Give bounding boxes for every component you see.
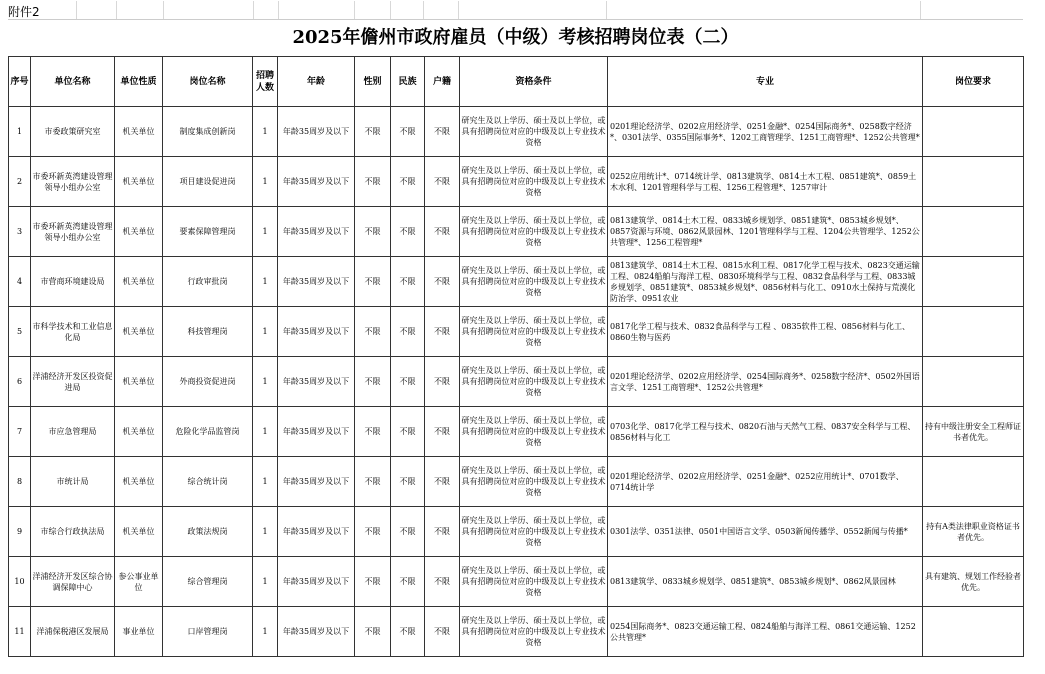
column-header: 单位名称: [31, 57, 115, 107]
unit-nature-cell: 机关单位: [115, 257, 163, 307]
qualification-cell: 研究生及以上学历、硕士及以上学位，或具有招聘岗位对应的中级及以上专业技术资格: [460, 607, 608, 657]
column-header: 性别: [355, 57, 391, 107]
major-cell: 0201理论经济学、0202应用经济学、0254国际商务*、0258数字经济*、0502外国语言文学、1251工商管理*、1252公共管理*: [608, 357, 923, 407]
hire-count-cell: 1: [253, 157, 278, 207]
attachment-label: 附件2: [8, 5, 40, 19]
unit-nature-cell: 机关单位: [115, 207, 163, 257]
row-number-cell: 11: [9, 607, 31, 657]
gender-cell: 不限: [355, 157, 391, 207]
hukou-cell: 不限: [425, 307, 460, 357]
post-requirement-cell: [923, 207, 1024, 257]
table-row: [9, 507, 1024, 557]
post-name-cell: 综合管理岗: [163, 557, 253, 607]
hire-count-cell: 1: [253, 407, 278, 457]
recruitment-table: [8, 56, 1024, 657]
post-requirement-cell: [923, 457, 1024, 507]
post-name-cell: 综合统计岗: [163, 457, 253, 507]
post-name-cell: 行政审批岗: [163, 257, 253, 307]
column-header: 年龄: [278, 57, 355, 107]
unit-nature-cell: 机关单位: [115, 307, 163, 357]
row-number-cell: 1: [9, 107, 31, 157]
gender-cell: 不限: [355, 207, 391, 257]
post-name-cell: 政策法规岗: [163, 507, 253, 557]
column-header: 序号: [9, 57, 31, 107]
unit-nature-cell: 事业单位: [115, 607, 163, 657]
age-limit-cell: 年龄35周岁及以下: [278, 407, 355, 457]
hukou-cell: 不限: [425, 457, 460, 507]
row-number-cell: 5: [9, 307, 31, 357]
ethnicity-cell: 不限: [391, 307, 425, 357]
row-number-cell: 2: [9, 157, 31, 207]
post-name-cell: 科技管理岗: [163, 307, 253, 357]
qualification-cell: 研究生及以上学历、硕士及以上学位，或具有招聘岗位对应的中级及以上专业技术资格: [460, 307, 608, 357]
hire-count-cell: 1: [253, 207, 278, 257]
column-header: 单位性质: [115, 57, 163, 107]
table-row: [9, 357, 1024, 407]
major-cell: 0252应用统计*、0714统计学、0813建筑学、0814土木工程、0851建筑*、0859土木水利、1201管理科学与工程、1256工程管理*、1257审计: [608, 157, 923, 207]
age-limit-cell: 年龄35周岁及以下: [278, 307, 355, 357]
unit-nature-cell: 机关单位: [115, 107, 163, 157]
unit-name-cell: 洋浦经济开发区综合协调保障中心: [31, 557, 115, 607]
post-requirement-cell: [923, 357, 1024, 407]
hire-count-cell: 1: [253, 507, 278, 557]
post-name-cell: 口岸管理岗: [163, 607, 253, 657]
unit-nature-cell: 机关单位: [115, 457, 163, 507]
table-row: [9, 157, 1024, 207]
gender-cell: 不限: [355, 507, 391, 557]
unit-name-cell: 市科学技术和工业信息化局: [31, 307, 115, 357]
top-grid-row: [8, 1, 1023, 20]
unit-name-cell: 市应急管理局: [31, 407, 115, 457]
major-cell: 0201理论经济学、0202应用经济学、0251金融*、0252应用统计*、0701数学、0714统计学: [608, 457, 923, 507]
age-limit-cell: 年龄35周岁及以下: [278, 207, 355, 257]
gender-cell: 不限: [355, 107, 391, 157]
age-limit-cell: 年龄35周岁及以下: [278, 157, 355, 207]
column-header: 岗位名称: [163, 57, 253, 107]
unit-name-cell: 市委环新英湾建设管理领导小组办公室: [31, 157, 115, 207]
unit-name-cell: 洋浦经济开发区投资促进局: [31, 357, 115, 407]
hire-count-cell: 1: [253, 457, 278, 507]
hukou-cell: 不限: [425, 607, 460, 657]
gender-cell: 不限: [355, 607, 391, 657]
age-limit-cell: 年龄35周岁及以下: [278, 257, 355, 307]
post-requirement-cell: 持有中级注册安全工程师证书者优先。: [923, 407, 1024, 457]
unit-nature-cell: 机关单位: [115, 357, 163, 407]
age-limit-cell: 年龄35周岁及以下: [278, 557, 355, 607]
gender-cell: 不限: [355, 257, 391, 307]
ethnicity-cell: 不限: [391, 457, 425, 507]
ethnicity-cell: 不限: [391, 107, 425, 157]
qualification-cell: 研究生及以上学历、硕士及以上学位，或具有招聘岗位对应的中级及以上专业技术资格: [460, 407, 608, 457]
unit-name-cell: 市委环新英湾建设管理领导小组办公室: [31, 207, 115, 257]
post-name-cell: 外商投资促进岗: [163, 357, 253, 407]
gender-cell: 不限: [355, 457, 391, 507]
major-cell: 0703化学、0817化学工程与技术、0820石油与天然气工程、0837安全科学与工程、0856材料与化工: [608, 407, 923, 457]
hire-count-cell: 1: [253, 107, 278, 157]
major-cell: 0813建筑学、0814土木工程、0815水利工程、0817化学工程与技术、0823交通运输工程、0824船舶与海洋工程、0830环境科学与工程、0832食品科学与工程、0833城乡规划学、0851建筑*、0853城乡规划*、0856材料与化工、0910水土保持与荒漠化防治学、0951农业: [608, 257, 923, 307]
unit-nature-cell: 机关单位: [115, 407, 163, 457]
age-limit-cell: 年龄35周岁及以下: [278, 457, 355, 507]
hukou-cell: 不限: [425, 207, 460, 257]
qualification-cell: 研究生及以上学历、硕士及以上学位，或具有招聘岗位对应的中级及以上专业技术资格: [460, 157, 608, 207]
table-row: [9, 257, 1024, 307]
row-number-cell: 10: [9, 557, 31, 607]
row-number-cell: 4: [9, 257, 31, 307]
gender-cell: 不限: [355, 557, 391, 607]
hire-count-cell: 1: [253, 607, 278, 657]
hukou-cell: 不限: [425, 407, 460, 457]
column-header: 招聘人数: [253, 57, 278, 107]
unit-name-cell: 市综合行政执法局: [31, 507, 115, 557]
row-number-cell: 7: [9, 407, 31, 457]
hire-count-cell: 1: [253, 357, 278, 407]
post-name-cell: 危险化学品监管岗: [163, 407, 253, 457]
major-cell: 0301法学、0351法律、0501中国语言文学、0503新闻传播学、0552新闻与传播*: [608, 507, 923, 557]
page-title: 2025年儋州市政府雇员（中级）考核招聘岗位表（二）: [292, 27, 739, 48]
table-row: [9, 457, 1024, 507]
major-cell: 0813建筑学、0814土木工程、0833城乡规划学、0851建筑*、0853城乡规划*、0857资源与环境、0862风景园林、1201管理科学与工程、1204公共管理学、1252公共管理*、1256工程管理*: [608, 207, 923, 257]
qualification-cell: 研究生及以上学历、硕士及以上学位，或具有招聘岗位对应的中级及以上专业技术资格: [460, 107, 608, 157]
ethnicity-cell: 不限: [391, 357, 425, 407]
column-header: 户籍: [425, 57, 460, 107]
major-cell: 0813建筑学、0833城乡规划学、0851建筑*、0853城乡规划*、0862风景园林: [608, 557, 923, 607]
ethnicity-cell: 不限: [391, 607, 425, 657]
age-limit-cell: 年龄35周岁及以下: [278, 357, 355, 407]
hukou-cell: 不限: [425, 507, 460, 557]
major-cell: 0817化学工程与技术、0832食品科学与工程 、0835软件工程、0856材料与化工、0860生物与医药: [608, 307, 923, 357]
unit-nature-cell: 机关单位: [115, 507, 163, 557]
unit-name-cell: 市委政策研究室: [31, 107, 115, 157]
table-row: [9, 307, 1024, 357]
table-row: [9, 207, 1024, 257]
age-limit-cell: 年龄35周岁及以下: [278, 107, 355, 157]
table-row: [9, 557, 1024, 607]
post-requirement-cell: [923, 607, 1024, 657]
hire-count-cell: 1: [253, 557, 278, 607]
hire-count-cell: 1: [253, 257, 278, 307]
major-cell: 0201理论经济学、0202应用经济学、0251金融*、0254国际商务*、0258数字经济*、0301法学、0355国际事务*、1202工商管理学、1251工商管理*、1252公共管理*: [608, 107, 923, 157]
gender-cell: 不限: [355, 307, 391, 357]
row-number-cell: 8: [9, 457, 31, 507]
qualification-cell: 研究生及以上学历、硕士及以上学位，或具有招聘岗位对应的中级及以上专业技术资格: [460, 507, 608, 557]
table-row: [9, 107, 1024, 157]
row-number-cell: 6: [9, 357, 31, 407]
age-limit-cell: 年龄35周岁及以下: [278, 507, 355, 557]
unit-name-cell: 市统计局: [31, 457, 115, 507]
unit-nature-cell: 参公事业单位: [115, 557, 163, 607]
gender-cell: 不限: [355, 357, 391, 407]
table-row: [9, 407, 1024, 457]
column-header: 资格条件: [460, 57, 608, 107]
table-body: [9, 107, 1024, 657]
qualification-cell: 研究生及以上学历、硕士及以上学位，或具有招聘岗位对应的中级及以上专业技术资格: [460, 357, 608, 407]
ethnicity-cell: 不限: [391, 207, 425, 257]
column-header: 民族: [391, 57, 425, 107]
row-number-cell: 9: [9, 507, 31, 557]
post-requirement-cell: 具有建筑、规划工作经验者优先。: [923, 557, 1024, 607]
ethnicity-cell: 不限: [391, 407, 425, 457]
table-row: [9, 607, 1024, 657]
ethnicity-cell: 不限: [391, 557, 425, 607]
post-name-cell: 项目建设促进岗: [163, 157, 253, 207]
row-number-cell: 3: [9, 207, 31, 257]
unit-nature-cell: 机关单位: [115, 157, 163, 207]
hukou-cell: 不限: [425, 357, 460, 407]
unit-name-cell: 洋浦保税港区发展局: [31, 607, 115, 657]
gender-cell: 不限: [355, 407, 391, 457]
column-header: 专业: [608, 57, 923, 107]
ethnicity-cell: 不限: [391, 507, 425, 557]
ethnicity-cell: 不限: [391, 257, 425, 307]
qualification-cell: 研究生及以上学历、硕士及以上学位，或具有招聘岗位对应的中级及以上专业技术资格: [460, 457, 608, 507]
hukou-cell: 不限: [425, 157, 460, 207]
post-name-cell: 制度集成创新岗: [163, 107, 253, 157]
major-cell: 0254国际商务*、0823交通运输工程、0824船舶与海洋工程、0861交通运输、1252公共管理*: [608, 607, 923, 657]
qualification-cell: 研究生及以上学历、硕士及以上学位，或具有招聘岗位对应的中级及以上专业技术资格: [460, 207, 608, 257]
hire-count-cell: 1: [253, 307, 278, 357]
post-requirement-cell: [923, 107, 1024, 157]
age-limit-cell: 年龄35周岁及以下: [278, 607, 355, 657]
post-requirement-cell: [923, 307, 1024, 357]
hukou-cell: 不限: [425, 107, 460, 157]
qualification-cell: 研究生及以上学历、硕士及以上学位，或具有招聘岗位对应的中级及以上专业技术资格: [460, 557, 608, 607]
post-name-cell: 要素保障管理岗: [163, 207, 253, 257]
qualification-cell: 研究生及以上学历、硕士及以上学位，或具有招聘岗位对应的中级及以上专业技术资格: [460, 257, 608, 307]
table-header-row: [9, 57, 1024, 107]
post-requirement-cell: [923, 257, 1024, 307]
post-requirement-cell: [923, 157, 1024, 207]
hukou-cell: 不限: [425, 557, 460, 607]
unit-name-cell: 市营商环境建设局: [31, 257, 115, 307]
column-header: 岗位要求: [923, 57, 1024, 107]
post-requirement-cell: 持有A类法律职业资格证书者优先。: [923, 507, 1024, 557]
ethnicity-cell: 不限: [391, 157, 425, 207]
hukou-cell: 不限: [425, 257, 460, 307]
